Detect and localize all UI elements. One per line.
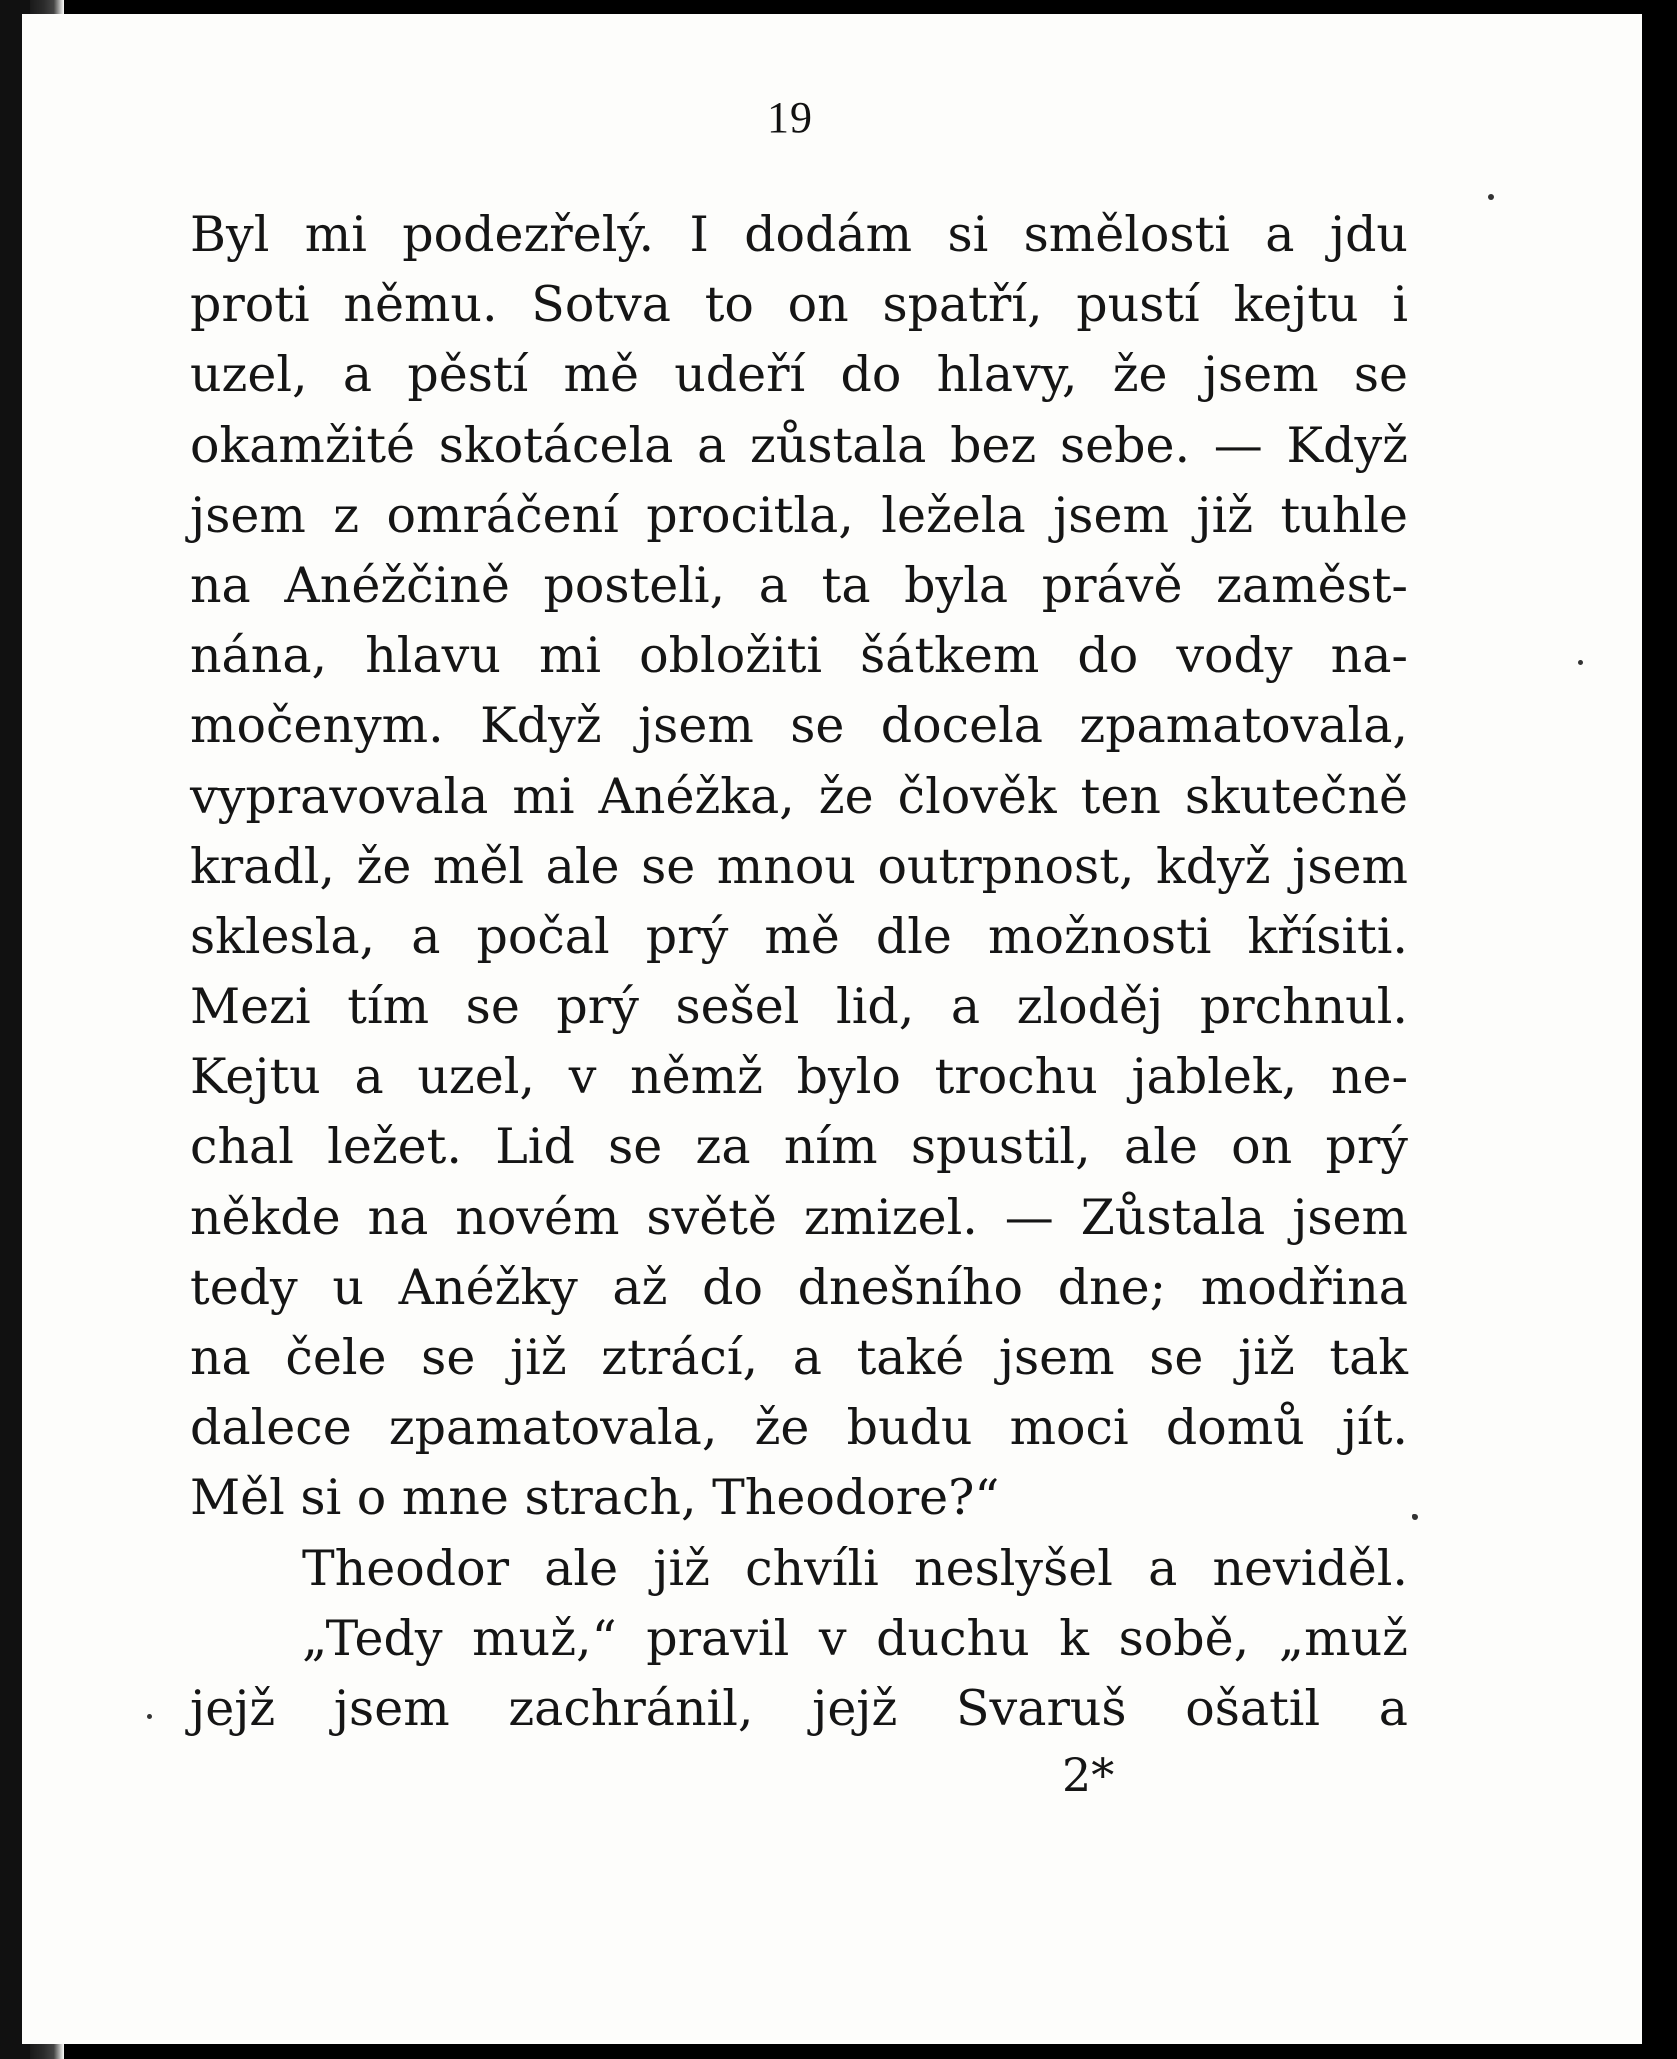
paragraph-end-line: Měl si o mne strach, Theodore?“ [190,1469,1000,1527]
text-line: močenym. Když jsem se docela zpamatovala, [190,697,1408,755]
text-line: sklesla, a počal prý mě dle možnosti křísiti. [190,907,1408,965]
text-line: Byl mi podezřelý. I dodám si smělosti a jdu [190,206,1408,263]
text-line: dalece zpamatovala, že budu moci domů jít. [190,1399,1408,1457]
paper-speck [1412,1514,1416,1518]
body-text [190,200,1408,1744]
book-page [22,14,1642,2044]
printer-signature: 2* [1062,1748,1115,1802]
text-line: někde na novém světě zmizel. — Zůstala jsem [190,1188,1408,1246]
paragraph-start-line: „Tedy muž,“ pravil v duchu k sobě, „muž [302,1609,1408,1667]
paper-speck [1488,194,1494,200]
text-line: proti němu. Sotva to on spatří, pustí kejtu i [190,276,1408,334]
text-line: kradl, že měl ale se mnou outrpnost, když jsem [190,837,1408,895]
paper-speck [1578,660,1583,665]
text-line: uzel, a pěstí mě udeří do hlavy, že jsem se [190,346,1408,404]
text-line: Mezi tím se prý sešel lid, a zloděj prchnul. [190,978,1408,1036]
text-line: chal ležet. Lid se za ním spustil, ale on prý [190,1118,1408,1176]
text-line: na Anéžčině posteli, a ta byla právě zaměst- [190,556,1408,614]
text-line: okamžité skotácela a zůstala bez sebe. — Když [190,416,1408,474]
text-line: vypravovala mi Anéžka, že člověk ten skutečně [190,767,1408,825]
text-line: Kejtu a uzel, v němž bylo trochu jablek, ne- [190,1048,1408,1106]
text-line: nána, hlavu mi obložiti šátkem do vody na- [190,627,1408,685]
page-number: 19 [767,93,813,142]
paper-speck [147,1714,152,1719]
text-line: na čele se již ztrácí, a také jsem se již tak [190,1329,1408,1386]
text-line: tedy u Anéžky až do dnešního dne; modřina [190,1258,1408,1316]
paragraph-start-line: Theodor ale již chvíli neslyšel a neviděl. [302,1539,1408,1597]
text-line: jsem z omráčení procitla, ležela jsem již tuhle [190,486,1408,544]
text-line: jejž jsem zachránil, jejž Svaruš ošatil a [190,1679,1408,1737]
